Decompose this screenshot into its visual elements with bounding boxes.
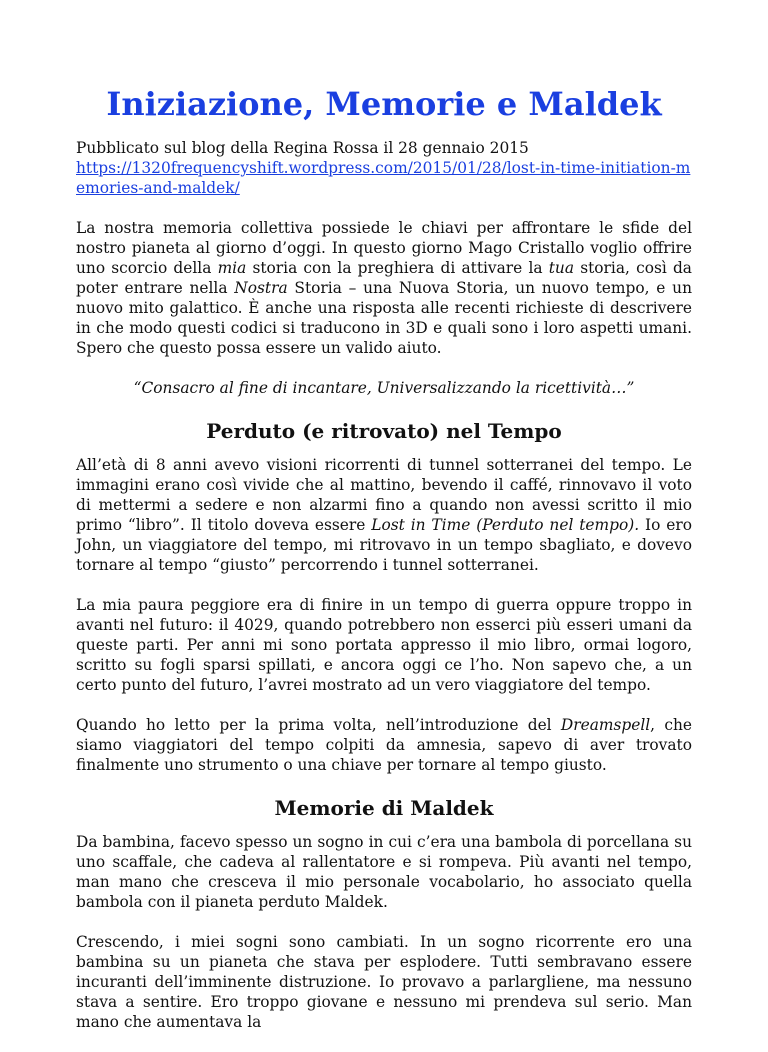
- document-title: Iniziazione, Memorie e Maldek: [106, 85, 662, 123]
- paragraph-porcelain-doll: Da bambina, facevo spesso un sogno in cui c’era una bambola di porcellana su uno scaffale, che cadeva al rallentatore e si rompeva. Più avanti nel tempo, man mano che cresceva il mio personale vocabolario, ho associato quella bambola con il pianeta perduto Maldek.: [76, 833, 692, 911]
- paragraph-exploding-planet: Crescendo, i miei sogni sono cambiati. In un sogno ricorrente ero una bambina su un pianeta che stava per esplodere. Tutti sembravano essere incuranti dell’imminente distruzione. Io provavo a parlargliene, ma nessuno stava a sentire. Ero troppo giovane e nessuno mi prendeva sul serio. Man mano che aumentava la: [76, 933, 692, 1031]
- intro-paragraph: La nostra memoria collettiva possiede le chiavi per affrontare le sfide del nostro pianeta al giorno d’oggi. In questo giorno Mago Cristallo voglio offrire uno scorcio della mia storia con la preghiera di attivare la tua storia, così da poter entrare nella Nostra Storia – una Nuova Storia, un nuovo tempo, e un nuovo mito galattico. È anche una risposta alle recenti richieste di descrivere in che modo questi codici si traducono in 3D e quali sono i loro aspetti umani. Spero che questo possa essere un valido aiuto.: [76, 219, 692, 357]
- quote: “Consacro al fine di incantare, Universalizzando la ricettività…”: [133, 379, 635, 397]
- paragraph-visions: All’età di 8 anni avevo visioni ricorrenti di tunnel sotterranei del tempo. Le immagini erano così vivide che al mattino, bevendo il caffé, rinnovavo il voto di mettermi a sedere e non alzarmi fino a quando non avessi scritto il mio primo “libro”. Il titolo doveva essere Lost in Time (Perduto nel tempo). Io ero John, un viaggiatore del tempo, mi ritrovavo in un tempo sbagliato, e dovevo tornare al tempo “giusto” percorrendo i tunnel sotterranei.: [76, 456, 692, 574]
- paragraph-dreamspell: Quando ho letto per la prima volta, nell’introduzione del Dreamspell, che siamo viaggiatori del tempo colpiti da amnesia, sapevo di aver trovato finalmente uno strumento o una chiave per tornare al tempo giusto.: [76, 716, 692, 774]
- byline: Pubblicato sul blog della Regina Rossa il 28 gennaio 2015: [76, 139, 529, 157]
- section-heading-maldek: Memorie di Maldek: [274, 796, 494, 820]
- paragraph-fear: La mia paura peggiore era di finire in un tempo di guerra oppure troppo in avanti nel futuro: il 4029, quando potrebbero non esserci più esseri umani da queste parti. Per anni mi sono portata appresso il mio libro, ormai logoro, scritto su fogli sparsi spillati, e ancora oggi ce l’ho. Non sapevo che, a un certo punto del futuro, l’avrei mostrato ad un vero viaggiatore del tempo.: [76, 596, 692, 694]
- section-heading-lost-in-time: Perduto (e ritrovato) nel Tempo: [206, 419, 562, 443]
- document-page: [76, 82, 692, 1052]
- publication-info: [76, 138, 692, 198]
- source-link[interactable]: https://1320frequencyshift.wordpress.com/2015/01/28/lost-in-time-initiation-memories-and-maldek/: [76, 159, 691, 197]
